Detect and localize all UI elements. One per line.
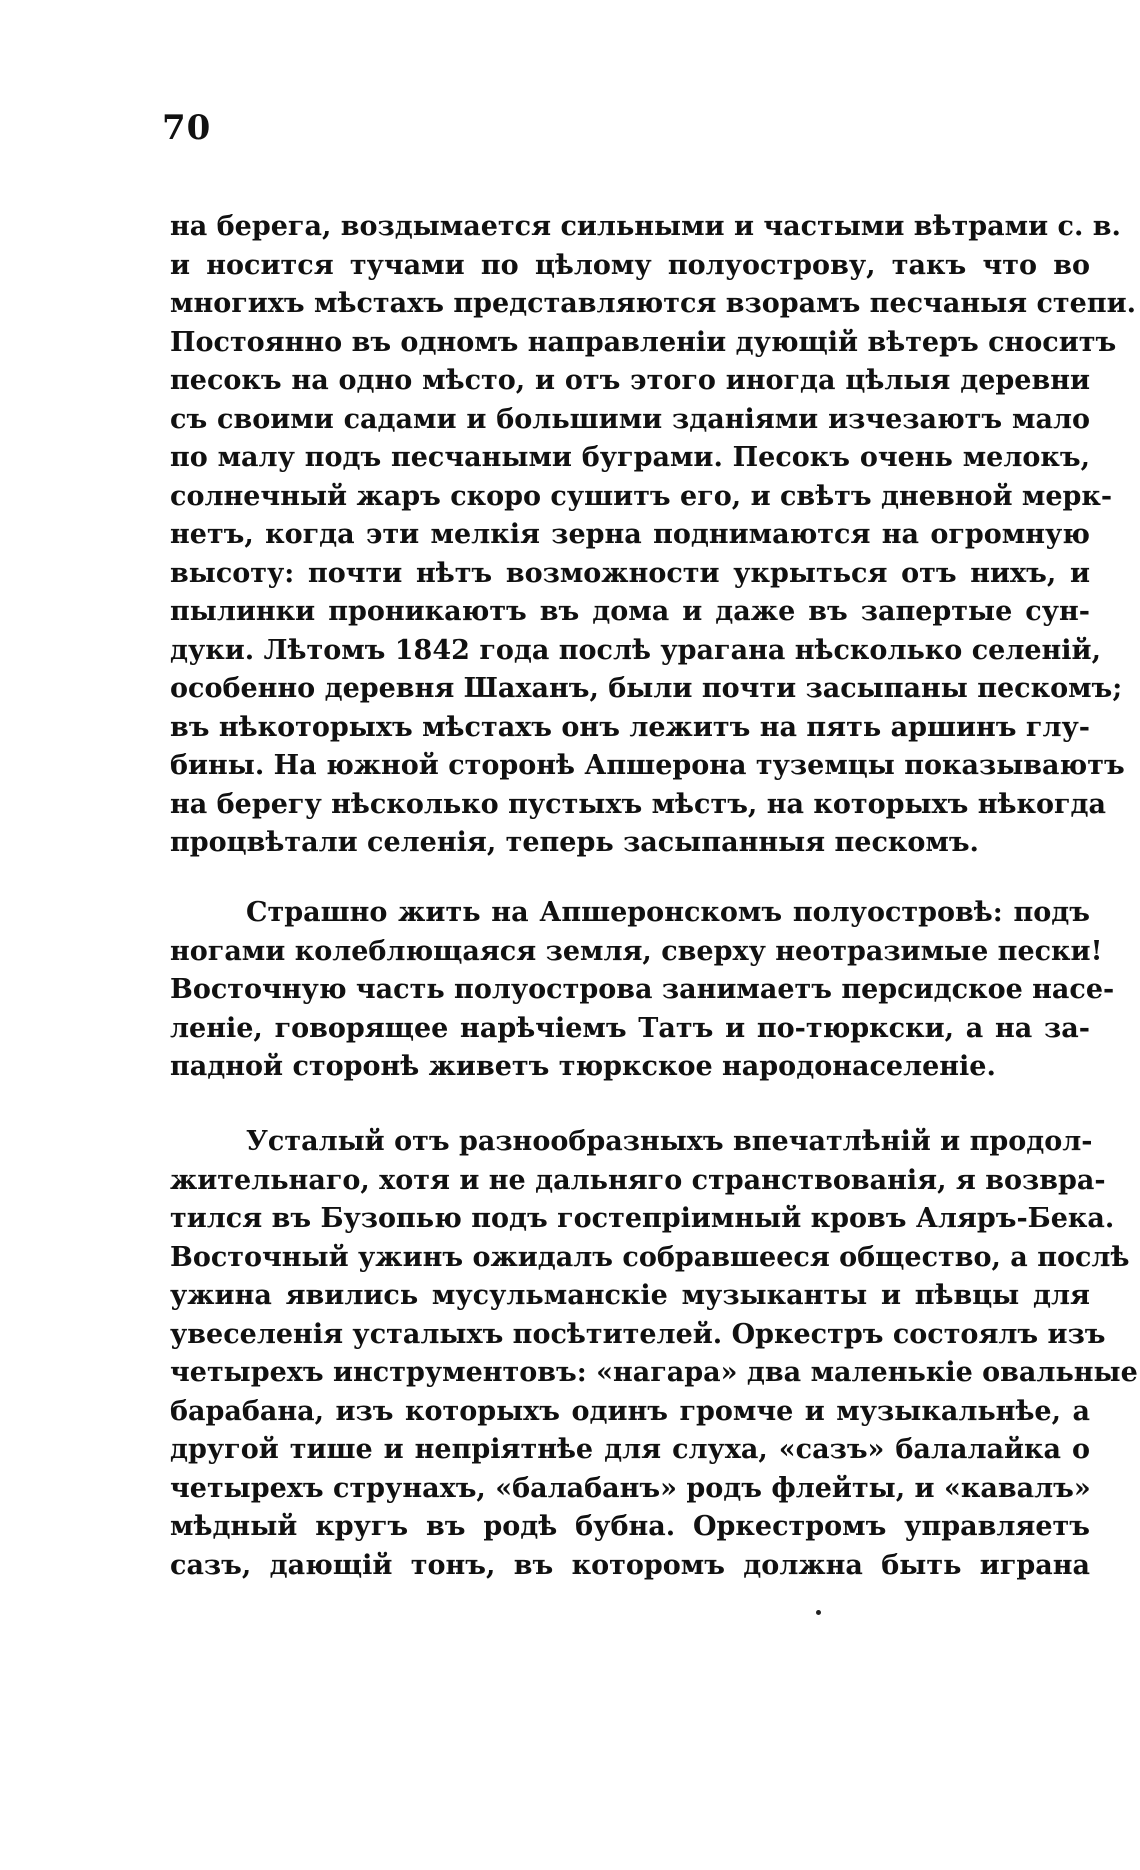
text-line: ногами колеблющаяся земля, сверху неотразимые пески! bbox=[170, 935, 1103, 967]
text-line: на берега, воздымается сильными и частыми вѣтрами с. в. bbox=[170, 211, 1121, 242]
text-line: тился въ Бузопью подъ гостепріимный кровъ Аляръ-Бека. bbox=[170, 1203, 1115, 1234]
ink-speck bbox=[816, 1610, 821, 1615]
text-line: Восточный ужинъ ожидалъ собравшееся общество, а послѣ bbox=[170, 1241, 1130, 1273]
text-line: Усталый отъ разнообразныхъ впечатлѣній и продол- bbox=[246, 1126, 1093, 1157]
text-line: Восточную часть полуострова занимаетъ персидское насе- bbox=[170, 974, 1115, 1005]
text-line: песокъ на одно мѣсто, и отъ этого иногда цѣлыя деревни bbox=[170, 365, 1090, 396]
text-line: мѣдный кругъ въ родѣ бубна. Оркестромъ управляетъ bbox=[170, 1511, 1090, 1542]
text-line: леніе, говорящее нарѣчіемъ Татъ и по-тюркски, а на за- bbox=[170, 1012, 1090, 1044]
text-line: бины. На южной сторонѣ Апшерона туземцы показываютъ bbox=[170, 750, 1125, 781]
text-line: высоту: почти нѣтъ возможности укрыться отъ нихъ, и bbox=[170, 557, 1090, 589]
paragraph-2 bbox=[170, 894, 1115, 1087]
text-line: увеселенія усталыхъ посѣтителей. Оркестръ состоялъ изъ bbox=[170, 1318, 1106, 1350]
text-line: особенно деревня Шаханъ, были почти засыпаны пескомъ; bbox=[170, 673, 1123, 704]
text-line: на берегу нѣсколько пустыхъ мѣстъ, на которыхъ нѣкогда bbox=[170, 788, 1107, 820]
text-line: нетъ, когда эти мелкія зерна поднимаются на огромную bbox=[170, 519, 1090, 550]
text-line: по малу подъ песчаными буграми. Песокъ очень мелокъ, bbox=[170, 442, 1090, 473]
paragraph-3 bbox=[170, 1123, 1138, 1585]
text-line: Постоянно въ одномъ направленіи дующій вѣтеръ сноситъ bbox=[170, 326, 1117, 358]
text-line: падной сторонѣ живетъ тюркское народонаселеніе. bbox=[170, 1051, 996, 1082]
text-line: четырехъ инструментовъ: «нагара» два маленькіе овальные bbox=[170, 1357, 1138, 1388]
text-line: пылинки проникаютъ въ дома и даже въ запертые сун- bbox=[170, 596, 1090, 627]
text-line: и носится тучами по цѣлому полуострову, такъ что во bbox=[170, 249, 1090, 281]
text-line: процвѣтали селенія, теперь засыпанныя пескомъ. bbox=[170, 827, 979, 858]
page-number: 70 bbox=[162, 108, 212, 148]
paragraph-1 bbox=[170, 208, 1137, 863]
text-line: барабана, изъ которыхъ одинъ громче и музыкальнѣе, а bbox=[170, 1395, 1090, 1427]
text-line: четырехъ струнахъ, «балабанъ» родъ флейты, и «кавалъ» bbox=[170, 1472, 1091, 1504]
text-line: Страшно жить на Апшеронскомъ полуостровѣ: подъ bbox=[246, 897, 1090, 928]
text-line: въ нѣкоторыхъ мѣстахъ онъ лежитъ на пять аршинъ глу- bbox=[170, 711, 1090, 743]
text-line: многихъ мѣстахъ представляются взорамъ песчаныя степи. bbox=[170, 288, 1137, 319]
text-line: другой тише и непріятнѣе для слуха, «сазъ» балалайка о bbox=[170, 1434, 1090, 1465]
text-line: дуки. Лѣтомъ 1842 года послѣ урагана нѣсколько селеній, bbox=[170, 634, 1101, 666]
text-line: жительнаго, хотя и не дальняго странствованія, я возвра- bbox=[170, 1164, 1106, 1196]
text-line: ужина явились мусульманскіе музыканты и пѣвцы для bbox=[170, 1280, 1090, 1311]
text-line: солнечный жаръ скоро сушитъ его, и свѣтъ дневной мерк- bbox=[170, 480, 1113, 512]
text-line: сазъ, дающій тонъ, въ которомъ должна быть играна bbox=[170, 1549, 1090, 1581]
text-line: съ своими садами и большими зданіями изчезаютъ мало bbox=[170, 403, 1090, 435]
